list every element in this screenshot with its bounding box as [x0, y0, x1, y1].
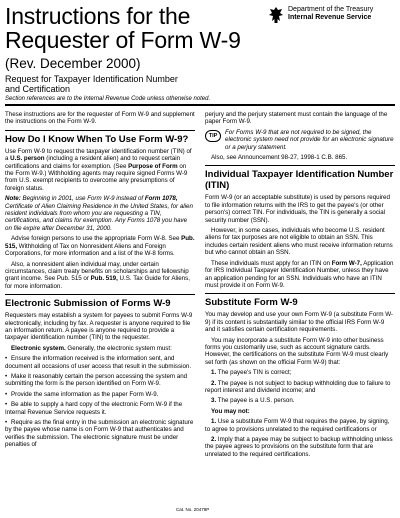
dept-line-1: Department of the Treasury — [288, 6, 374, 13]
header-divider — [5, 104, 395, 106]
revision-date: (Rev. December 2000) — [5, 56, 141, 71]
heading-electronic-submission: Electronic Submission of Forms W-9 — [5, 294, 195, 309]
list-item: 1. The payee's TIN is correct; — [211, 369, 292, 377]
list-item: 2. The payee is not subject to backup withholding due to failure to report interest and dividend income; and — [205, 379, 391, 394]
list-item: • Provide the same information as the paper Form W-9. — [5, 390, 159, 398]
you-may-not-label: You may not: — [211, 407, 250, 415]
paragraph-perjury: perjury and the perjury statement must contain the language of the paper Form W-9. — [205, 111, 388, 126]
tip-icon: TIP — [205, 130, 221, 142]
electronic-requirements-list — [5, 355, 195, 448]
list-item: • Ensure the information received is the information sent, and document all occasions of user access that result in the submission. — [5, 355, 192, 370]
title-line-1: Instructions for the — [5, 3, 191, 29]
heading-itin: Individual Taxpayer Identification Number (ITIN) — [205, 165, 395, 191]
tip-box — [205, 129, 395, 151]
paragraph-foreign-persons: Advise foreign persons to use the appropriate Form W-8. See Pub. 515, Withholding of Tax on Nonresident Aliens and Foreign Corporations, for more information and a list of the W-8 forms. — [5, 235, 195, 258]
paragraph-substitute-2: You may incorporate a substitute Form W-9 into other business forms you customarily use, such as account signature cards. However, the certifications on the substitute Form W-9 must clearly set forth (as shown on the official Form W-9) that: — [205, 336, 389, 366]
section-reference-note: Section references are to the Internal Revenue Code unless otherwise noted. — [5, 96, 211, 102]
heading-when-to-use: How Do I Know When To Use Form W-9? — [5, 130, 195, 145]
paragraph-announcement: Also, see Announcement 98-27, 1998-1 C.B. 865. — [211, 154, 348, 162]
subtitle-line-1: Request for Taxpayer Identification Number — [5, 74, 178, 84]
paragraph-substitute-1: You may develop and use your own Form W-9 (a substitute Form W-9) if its content is substantially similar to the official IRS Form W-9 and it satisfies certain certification requirements. — [205, 311, 393, 334]
paragraph-itin-2: However, in some cases, individuals who become U.S. resident aliens for tax purposes are not eligible to obtain an SSN. This includes certain resident aliens who must receive information returns but who cannot obtain an SSN. — [205, 227, 393, 257]
paragraph-itin-1: Form W-9 (or an acceptable substitute) is used by persons required to file information returns with the IRS to get the payee's (or other person's) correct TIN. For individuals, the TIN is generally a social security number (SSN). — [205, 194, 390, 224]
catalog-number: Cat. No. 20479P — [176, 507, 210, 512]
note-paragraph: Note: Beginning in 2001, use Form W-9 instead of Form 1078, Certificate of Alien Claiming Residence in the United States, for alien resident individuals from whom you are requesting a TIN, certifications, and claims for exemption. Any Forms 1078 you have on file expire after December 31, 2000. — [5, 195, 193, 232]
paragraph-treaty-benefits: Also, a nonresident alien individual may, under certain circumstances, claim treaty benefits on scholarships and fellowship grant income. See Pub. 515 or Pub. 519, U.S. Tax Guide for Aliens, for more information. — [5, 260, 190, 290]
paragraph-itin-3: These individuals must apply for an ITIN on Form W-7, Application for IRS Individual Taxpayer Identification Number, unless they have an application pending for an SSN. Individuals who have an ITIN must provide it on Form W-9. — [205, 259, 394, 289]
tip-text: For Forms W-9 that are not required to be signed, the electronic system need not provide for an electronic signature or a perjury statement. — [225, 128, 394, 151]
title-line-2: Requester of Form W-9 — [5, 27, 241, 53]
list-item: 3. The payee is a U.S. person. — [211, 397, 295, 405]
paragraph-requesters: Requesters may establish a system for payees to submit Forms W-9 electronically, including by fax. A requester is anyone required to file an information return. A payee is anyone required to provide a taxpayer identification number (TIN) to the requester. — [5, 312, 193, 342]
list-item: • Make it reasonably certain the person accessing the system and submitting the form is the person identified on Form W-9. — [5, 372, 188, 388]
certifications-list — [205, 369, 395, 405]
subtitle-line-2: and Certification — [5, 84, 71, 94]
may-not-list — [205, 418, 395, 458]
list-item: 2. Imply that a payee may be subject to backup withholding unless the payee agrees to provisions on the substitute form that are unrelated to the required certifications. — [205, 436, 393, 458]
page-title — [5, 4, 241, 52]
right-column — [205, 111, 395, 461]
list-item: • Require as the final entry in the submission an electronic signature by the payee whose name is on Form W-9 that authenticates and verifies the submission. The electronic signature must be under penalties of — [5, 419, 194, 449]
list-item: 1. Use a substitute Form W-9 that requires the payee, by signing, to agree to provisions unrelated to the required certifications or — [205, 418, 390, 433]
list-item: • Be able to supply a hard copy of the electronic Form W-9 if the Internal Revenue Service requests it. — [5, 401, 183, 416]
intro-paragraph: These instructions are for the requester of Form W-9 and supplement the instructions on the Form W-9. — [5, 111, 195, 126]
left-column — [5, 111, 195, 452]
paragraph-electronic-system: Electronic system. Generally, the electronic system must: — [11, 344, 172, 352]
irs-eagle-logo-icon — [268, 6, 284, 24]
department-label — [288, 6, 373, 22]
subtitle — [5, 74, 178, 94]
paragraph-use-w9: Use Form W-9 to request the taxpayer identification number (TIN) of a U.S. person (including a resident alien) and to request certain certifications and claims for exemption. (See Purpose of Form on the Form W-9.) Withholding agents may require signed Forms W-9 from U.S. exempt recipients to overcome any presumptions of foreign status. — [5, 147, 192, 192]
dept-line-2: Internal Revenue Service — [288, 14, 372, 21]
heading-substitute-form: Substitute Form W-9 — [205, 293, 395, 308]
